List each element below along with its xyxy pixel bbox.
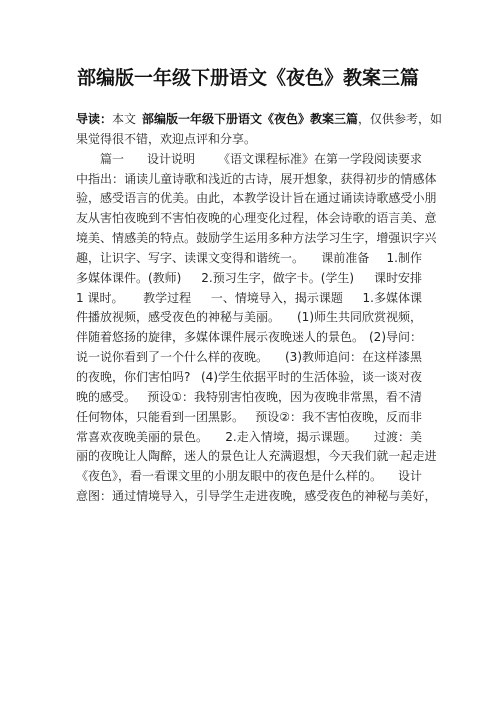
body-paragraph [76, 150, 437, 507]
body-line-segment: (2)导问： [369, 330, 422, 345]
body-line [76, 328, 422, 348]
body-line: 丽 的 夜 晚 让 人 陶 醉 ， 迷 人 的 景 色 让 人 充 满 遐 想 ， 今 天 我 们 就 一 起 走 进 [76, 449, 437, 464]
body-line-segment: 伴随着悠扬的旋律，多媒体课件展示夜晚迷人的景色。 [76, 330, 365, 345]
body-line [76, 150, 422, 170]
body-line-segment: 预设②：我不害怕夜晚，反而非 [255, 409, 422, 424]
body-line: 境 美 、 情 感 美 的 特 点 。 鼓 励 学 生 运 用 多 种 方 法 学 习 生 字 ， 增 强 识 字 兴 [76, 231, 437, 246]
document-title: 部编版一年级下册语文《夜色》教案三篇 [76, 67, 419, 89]
body-line-segment: 说一说你看到了一个什么样的夜晚。 [76, 350, 269, 365]
body-line-segment: 2.走入情境，揭示课题。 [225, 429, 357, 444]
body-line: 意 图 ： 通 过 情 境 导 入 ， 引 导 学 生 走 进 夜 晚 ， 感 受 夜 色 的 神 秘 与 美 好 ， [76, 489, 437, 504]
body-line-segment: 多媒体课件。(教师) [76, 270, 182, 285]
body-line-segment: 课时安排 [373, 270, 422, 285]
body-line-segment: 的夜晚，你们害怕吗? [76, 369, 191, 384]
body-line-segment: 教学过程 [143, 290, 192, 305]
body-line-segment: (4)学生依据平时的生活体验，谈一谈对夜 [201, 369, 422, 384]
body-line [76, 269, 422, 289]
body-line [76, 368, 422, 388]
body-line-segment: 晚的感受。 [76, 389, 137, 404]
body-line-segment: 设计说明 [146, 151, 195, 166]
body-line-segment: 一、情境导入，揭示课题 [210, 290, 343, 305]
intro-text [76, 110, 442, 130]
body-line-segment: 1 课时。 [76, 290, 124, 305]
body-line-segment: 篇一 [100, 151, 125, 166]
body-line-segment: (3)教师追问：在这样漆黑 [285, 350, 422, 365]
body-line-segment: 件播放视频，感受夜色的神秘与美丽。 [76, 310, 281, 325]
body-line [76, 249, 422, 269]
body-line-segment: 趣，让识字、写字、读课文变得和谐统一。 [76, 250, 305, 265]
body-line-segment: 预设①：我特别害怕夜晚，因为夜晚非常黑，看不清 [147, 389, 422, 404]
body-line-segment: 1.制作 [386, 250, 422, 265]
body-line-segment: 设计 [397, 469, 422, 484]
body-line [76, 289, 422, 309]
intro-pre: 本文 [112, 112, 137, 126]
body-line-segment: (1)师生共同欣赏视频， [297, 310, 422, 325]
intro-line [76, 110, 443, 130]
body-line: 友 从 害 怕 夜 晚 到 不 害 怕 夜 晚 的 心 理 变 化 过 程 ， 体 会 诗 歌 的 语 言 美 、 意 [76, 211, 437, 226]
body-line [76, 408, 422, 428]
intro-line-2-text: 果觉得很不错，欢迎点评和分享。 [76, 131, 257, 146]
intro-post: ，仅供参考，如 [358, 112, 443, 126]
body-line-segment: 《语文课程标准》在第一学段阅读要求 [217, 151, 422, 166]
body-line-segment: 任何物体，只能看到一团黑影。 [76, 409, 245, 424]
intro-bold-title: 部编版一年级下册语文《夜色》教案三篇 [142, 112, 359, 126]
body-line [76, 348, 422, 368]
body-line-segment: 课前准备 [321, 250, 370, 265]
body-line: 验 ， 感 受 语 言 的 优 美 。 由 此 ， 本 教 学 设 计 旨 在 通 过 诵 读 诗 歌 感 受 小 朋 [76, 191, 437, 206]
body-line-segment: 《夜色》，看一看课文里的小朋友眼中的夜色是什么样的。 [76, 469, 383, 484]
body-line: 中 指 出 ： 诵 读 儿 童 诗 歌 和 浅 近 的 古 诗 ， 展 开 想 象 ， 获 得 初 步 的 情 感 体 [76, 171, 437, 186]
body-line [76, 467, 422, 487]
body-line-segment: 过渡：美 [373, 429, 422, 444]
body-line [76, 308, 422, 328]
document-body [76, 110, 443, 507]
body-line [76, 388, 422, 408]
body-line [76, 428, 422, 448]
body-line-segment: 2.预习生字，做字卡。(学生) [201, 270, 355, 285]
intro-label: 导读： [76, 112, 113, 126]
body-line-segment: 常喜欢夜晚美丽的景色。 [76, 429, 209, 444]
body-line-segment: 1.多媒体课 [362, 290, 422, 305]
intro-line-2 [76, 130, 422, 150]
